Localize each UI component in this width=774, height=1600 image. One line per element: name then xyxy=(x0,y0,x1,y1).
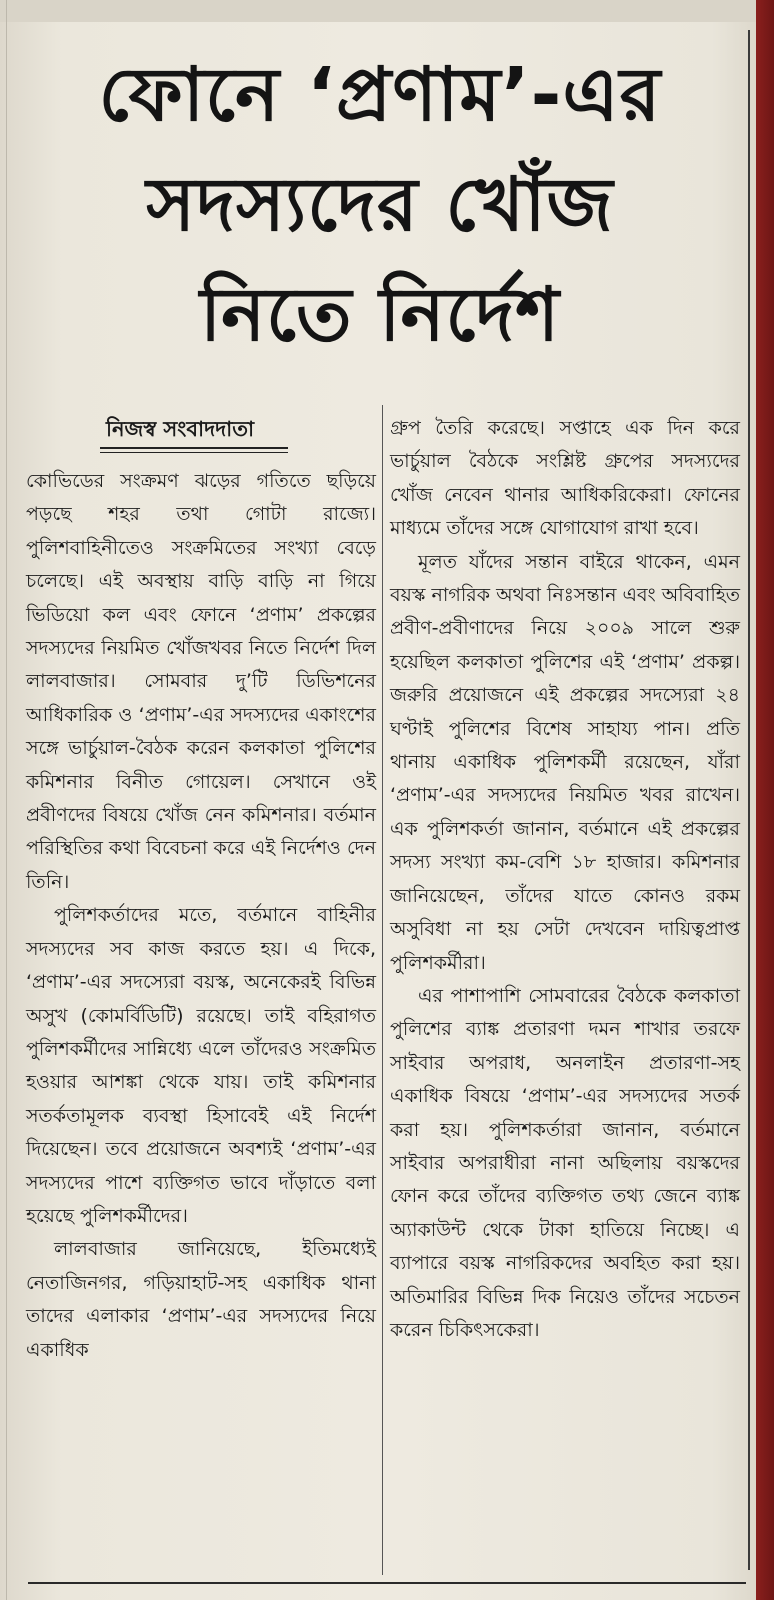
previous-article-strip xyxy=(0,0,756,22)
column-divider xyxy=(382,405,383,1575)
headline-line-2: সদস্যদের খোঁজ xyxy=(146,162,614,248)
headline-line-3: নিতে নির্দেশ xyxy=(199,272,561,358)
article-column-1 xyxy=(26,465,376,1367)
headline xyxy=(20,40,740,370)
page-edge xyxy=(6,0,7,1600)
paragraph: কোভিডের সংক্রমণ ঝড়ের গতিতে ছড়িয়ে পড়ছে শহর তথা গোটা রাজ্যে। পুলিশবাহিনীতেও সংক্রমিতের সংখ্যা বেড়ে চলেছে। এই অবস্থায় বাড়ি বাড়ি না গিয়ে ভিডিয়ো কল এবং ফোনে ‘প্রণাম’ প্রকল্পের সদস্যদের নিয়মিত খোঁজখবর নিতে নির্দেশ দিল লালবাজার। সোমবার দু’টি ডিভিশনের আধিকারিক ও ‘প্রণাম’-এর সদস্যদের একাংশের সঙ্গে ভার্চুয়াল-বৈঠক করেন কলকাতা পুলিশের কমিশনার বিনীত গোয়েল। সেখানে ওই প্রবীণদের বিষয়ে খোঁজ নেন কমিশনার। বর্তমান পরিস্থিতির কথা বিবেচনা করে এই নির্দেশও দেন তিনি। xyxy=(26,470,376,893)
paragraph: মূলত যাঁদের সন্তান বাইরে থাকেন, এমন বয়স্ক নাগরিক অথবা নিঃসন্তান এবং অবিবাহিত প্রবীণ-প্রবীণাদের নিয়ে ২০০৯ সালে শুরু হয়েছিল কলকাতা পুলিশের এই ‘প্রণাম’ প্রকল্প। জরুরি প্রয়োজনে এই প্রকল্পের সদস্যেরা ২৪ ঘণ্টাই পুলিশের বিশেষ সাহায্য পান। প্রতি থানায় একাধিক পুলিশকর্মী রয়েছেন, যাঁরা ‘প্রণাম’-এর সদস্যদের নিয়মিত খবর রাখেন। এক পুলিশকর্তা জানান, বর্তমানে এই প্রকল্পের সদস্য সংখ্যা কম-বেশি ১৮ হাজার। কমিশনার জানিয়েছেন, তাঁদের যাতে কোনও রকম অসুবিধা না হয় সেটা দেখবেন দায়িত্বপ্রাপ্ত পুলিশকর্মীরা। xyxy=(390,550,740,974)
bottom-rule xyxy=(28,1582,746,1584)
article-column-2 xyxy=(390,412,740,1347)
byline-underline xyxy=(100,447,288,449)
paragraph: গ্রুপ তৈরি করেছে। সপ্তাহে এক দিন করে ভার্চুয়াল বৈঠকে সংশ্লিষ্ট গ্রুপের সদস্যদের খোঁজ নেবেন থানার আধিকরিকেরা। ফোনের মাধ্যমে তাঁদের সঙ্গে যোগাযোগ রাখা হবে। xyxy=(390,417,740,540)
adjacent-red-column xyxy=(756,0,774,1600)
headline-line-1: ফোনে ‘প্রণাম’-এর xyxy=(98,52,662,138)
byline-underline-thin xyxy=(100,452,288,453)
paragraph: পুলিশকর্তাদের মতে, বর্তমানে বাহিনীর সদস্যদের সব কাজ করতে হয়। এ দিকে, ‘প্রণাম’-এর সদস্যেরা বয়স্ক, অনেকেরই বিভিন্ন অসুখ (কোমর্বিডিটি) রয়েছে। তাই বহিরাগত পুলিশকর্মীদের সান্নিধ্যে এলে তাঁদেরও সংক্রমিত হওয়ার আশঙ্কা থেকে যায়। তাই কমিশনার সতর্কতামূলক ব্যবস্থা হিসাবেই এই নির্দেশ দিয়েছেন। তবে প্রয়োজনে অবশ্যই ‘প্রণাম’-এর সদস্যদের পাশে ব্যক্তিগত ভাবে দাঁড়াতে বলা হয়েছে পুলিশকর্মীদের। xyxy=(26,904,376,1227)
column-border-rule xyxy=(748,30,750,1570)
byline: নিজস্ব সংবাদদাতা xyxy=(106,417,255,441)
paragraph: লালবাজার জানিয়েছে, ইতিমধ্যেই নেতাজিনগর, গড়িয়াহাট-সহ একাধিক থানা তাদের এলাকার ‘প্রণাম’-এর সদস্যদের নিয়ে একাধিক xyxy=(26,1238,376,1361)
paragraph: এর পাশাপাশি সোমবারের বৈঠকে কলকাতা পুলিশের ব্যাঙ্ক প্রতারণা দমন শাখার তরফে সাইবার অপরাধ, অনলাইন প্রতারণা-সহ একাধিক বিষয়ে ‘প্রণাম’-এর সদস্যদের সতর্ক করা হয়। পুলিশকর্তারা জানান, বর্তমানে সাইবার অপরাধীরা নানা অছিলায় বয়স্কদের ফোন করে তাঁদের ব্যক্তিগত তথ্য জেনে ব্যাঙ্ক অ্যাকাউন্ট থেকে টাকা হাতিয়ে নিচ্ছে। এ ব্যাপারে বয়স্ক নাগরিকদের অবহিত করা হয়। অতিমারির বিভিন্ন দিক নিয়েও তাঁদের সচেতন করেন চিকিৎসকেরা। xyxy=(390,984,740,1341)
